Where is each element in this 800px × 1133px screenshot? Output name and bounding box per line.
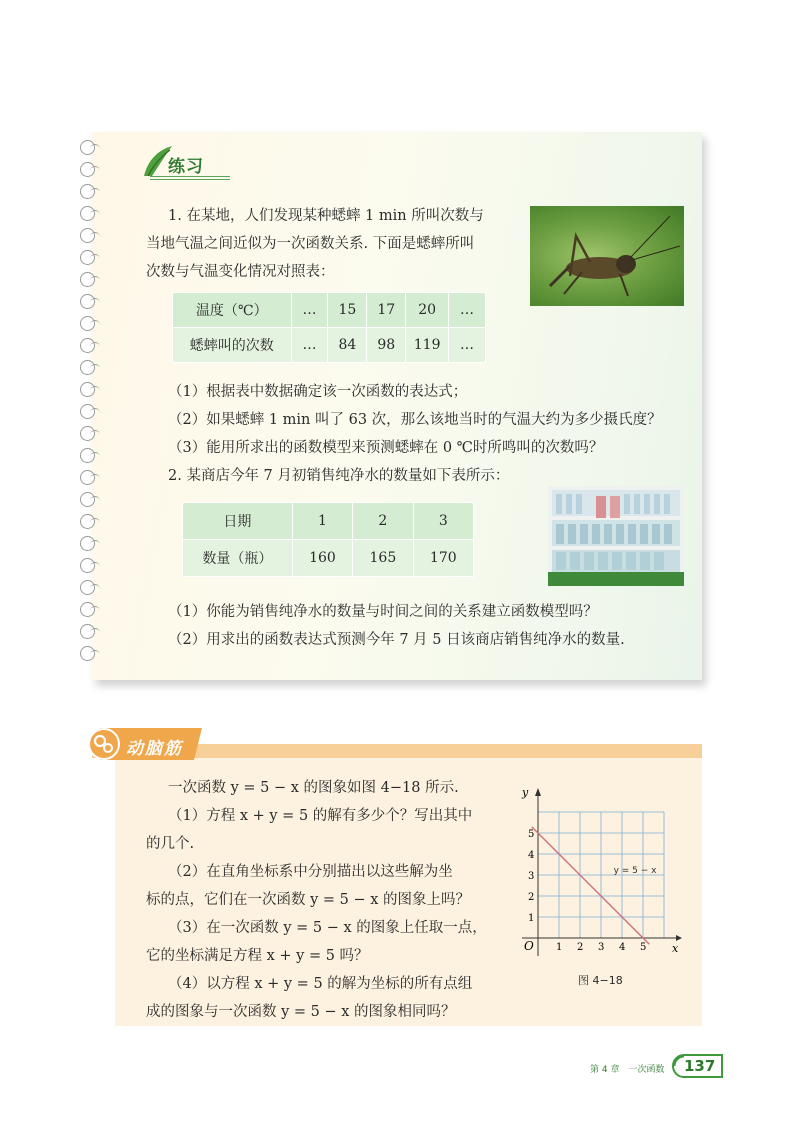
x-tick-label: 4: [619, 942, 626, 953]
x-axis-label: x: [672, 942, 679, 955]
origin-label: O: [524, 939, 534, 953]
x-tick-label: 3: [598, 942, 605, 953]
table-cell: …: [291, 328, 328, 363]
x-tick-label: 5: [640, 942, 647, 953]
q1-sub3: （3）能用所求出的函数模型来预测蟋蟀在 0 ℃时所鸣叫的次数吗？: [168, 440, 604, 456]
table-cell: 1: [292, 503, 352, 540]
brain-q1-line1: （1）方程 x + y = 5 的解有多少个？写出其中: [168, 808, 473, 824]
water-sales-table: [182, 502, 474, 577]
brain-q3-line1: （3）在一次函数 y = 5 − x 的图象上任取一点，: [168, 920, 487, 936]
brain-intro: 一次函数 y = 5 − x 的图象如图 4−18 所示.: [168, 780, 459, 796]
brain-q4-line2: 成的图象与一次函数 y = 5 − x 的图象相同吗？: [146, 1004, 456, 1020]
table-cell: 160: [292, 540, 352, 577]
table-cell: 15: [328, 293, 367, 328]
table-cell: 17: [367, 293, 406, 328]
page-number: 137: [684, 1057, 716, 1075]
chapter-label: 第 4 章 一次函数: [590, 1065, 665, 1075]
q1-text-line3: 次数与气温变化情况对照表：: [146, 264, 335, 280]
y-axis-label: y: [522, 786, 529, 799]
table-cell: 蟋蟀叫的次数: [173, 328, 292, 363]
table-cell: 170: [413, 540, 473, 577]
cricket-photo: [530, 206, 684, 306]
linear-function-graph: [508, 784, 684, 960]
y-tick-label: 3: [528, 871, 535, 882]
figure-caption: 图 4−18: [578, 974, 623, 987]
table-cell: 119: [406, 328, 449, 363]
table-cell: 数量（瓶）: [183, 540, 293, 577]
q2-sub2: （2）用求出的函数表达式预测今年 7 月 5 日该商店销售纯净水的数量.: [168, 632, 625, 648]
table-cell: 20: [406, 293, 449, 328]
table-cell: …: [449, 293, 486, 328]
y-tick-label: 4: [528, 850, 535, 861]
table-cell: 165: [353, 540, 413, 577]
x-tick-label: 1: [556, 942, 563, 953]
brain-q1-line2: 的几个.: [146, 836, 195, 852]
brain-title: 动脑筋: [126, 739, 183, 759]
title-underline: [150, 176, 230, 177]
y-axis-arrow: [535, 788, 541, 796]
table-cell: 日期: [183, 503, 293, 540]
title-underline: [150, 179, 230, 180]
table-cell: …: [291, 293, 328, 328]
table-cell: 温度（℃）: [173, 293, 292, 328]
y-tick-label: 5: [528, 829, 535, 840]
notebook-ring-holes: [80, 140, 104, 670]
q2-text-line1: 2. 某商店今年 7 月初销售纯净水的数量如下表所示：: [168, 468, 510, 484]
brain-q2-line1: （2）在直角坐标系中分别描出以这些解为坐: [168, 864, 453, 880]
y-tick-label: 1: [528, 913, 535, 924]
x-axis-arrow: [676, 935, 682, 941]
water-shelf-photo: [548, 486, 684, 586]
cricket-temperature-table: [172, 292, 486, 363]
q1-text-line1: 1. 在某地，人们发现某种蟋蟀 1 min 所叫次数与: [168, 208, 484, 224]
q2-sub1: （1）你能为销售纯净水的数量与时间之间的关系建立函数模型吗？: [168, 604, 598, 620]
brain-q3-line2: 它的坐标满足方程 x + y = 5 吗？: [146, 948, 369, 964]
function-line-label: y = 5 − x: [613, 865, 657, 876]
table-cell: 84: [328, 328, 367, 363]
q1-sub1: （1）根据表中数据确定该一次函数的表达式；: [168, 384, 468, 400]
y-tick-label: 2: [528, 892, 535, 903]
brain-q2-line2: 标的点，它们在一次函数 y = 5 − x 的图象上吗？: [146, 892, 471, 908]
table-cell: …: [449, 328, 486, 363]
x-tick-label: 2: [577, 942, 584, 953]
q1-text-line2: 当地气温之间近似为一次函数关系. 下面是蟋蟀所叫: [146, 236, 475, 252]
practice-title: 练习: [168, 157, 204, 177]
table-cell: 2: [353, 503, 413, 540]
q1-sub2: （2）如果蟋蟀 1 min 叫了 63 次，那么该地当时的气温大约为多少摄氏度？: [168, 412, 662, 428]
brain-q4-line1: （4）以方程 x + y = 5 的解为坐标的所有点组: [168, 976, 473, 992]
table-cell: 98: [367, 328, 406, 363]
table-cell: 3: [413, 503, 473, 540]
function-line-y-5-minus-x: [532, 827, 650, 945]
